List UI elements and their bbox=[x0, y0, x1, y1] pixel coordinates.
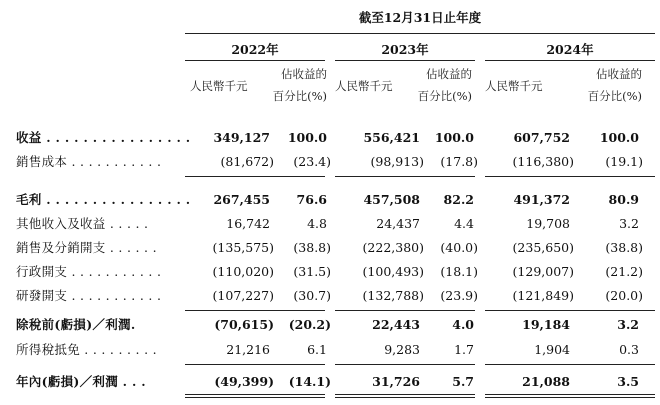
cell-tax-credit-2022-rmb: 21,216 bbox=[226, 342, 270, 357]
final-double-rule-a-2024 bbox=[485, 394, 655, 395]
cell-selling-expenses-2023-rmb: (222,380) bbox=[362, 240, 424, 255]
cell-other-income-2024-pct: 3.2 bbox=[619, 216, 639, 231]
row-label-admin-expenses: 行政開支 . . . . . . . . . . . bbox=[16, 264, 162, 279]
net-rule-2022 bbox=[185, 364, 325, 365]
cell-net-profit-2024-rmb: 21,088 bbox=[522, 374, 570, 389]
cell-net-profit-2023-rmb: 31,726 bbox=[372, 374, 420, 389]
cell-rnd-expenses-2023-pct: (23.9) bbox=[440, 288, 478, 303]
cell-pretax-2024-pct: 3.2 bbox=[617, 317, 639, 332]
cell-rnd-expenses-2024-rmb: (121,849) bbox=[512, 288, 574, 303]
col-pct-line1-2024: 佔收益的 bbox=[596, 67, 642, 81]
cell-rnd-expenses-2022-pct: (30.7) bbox=[293, 288, 331, 303]
year-rule-2024 bbox=[485, 60, 655, 61]
cell-admin-expenses-2023-pct: (18.1) bbox=[440, 264, 478, 279]
cell-net-profit-2022-rmb: (49,399) bbox=[214, 374, 274, 389]
cell-revenue-2024-pct: 100.0 bbox=[599, 130, 639, 145]
year-2022: 2022年 bbox=[231, 42, 279, 57]
col-pct-line2-2022: 百分比(%) bbox=[272, 89, 327, 103]
final-double-rule-b-2023 bbox=[335, 397, 475, 398]
cell-cost-of-sales-2023-rmb: (98,913) bbox=[370, 154, 424, 169]
cell-gross-profit-2023-rmb: 457,508 bbox=[363, 192, 420, 207]
col-pct-line1-2023: 佔收益的 bbox=[426, 67, 472, 81]
row-label-tax-credit: 所得稅抵免 . . . . . . . . . bbox=[16, 342, 157, 357]
cell-pretax-2022-rmb: (70,615) bbox=[214, 317, 274, 332]
pretax-rule-2023 bbox=[335, 310, 475, 311]
cell-cost-of-sales-2024-pct: (19.1) bbox=[605, 154, 643, 169]
pretax-rule-2022 bbox=[185, 310, 325, 311]
cell-admin-expenses-2024-pct: (21.2) bbox=[605, 264, 643, 279]
cell-cost-of-sales-2023-pct: (17.8) bbox=[440, 154, 478, 169]
col-rmb-2023: 人民幣千元 bbox=[335, 79, 393, 93]
cell-pretax-2024-rmb: 19,184 bbox=[522, 317, 570, 332]
cell-tax-credit-2023-rmb: 9,283 bbox=[384, 342, 420, 357]
subtotal-rule-2023 bbox=[335, 176, 475, 177]
cell-pretax-2023-pct: 4.0 bbox=[452, 317, 474, 332]
cell-selling-expenses-2024-pct: (38.8) bbox=[605, 240, 643, 255]
cell-selling-expenses-2023-pct: (40.0) bbox=[440, 240, 478, 255]
cell-admin-expenses-2022-rmb: (110,020) bbox=[212, 264, 274, 279]
year-rule-2023 bbox=[335, 60, 475, 61]
cell-selling-expenses-2024-rmb: (235,650) bbox=[512, 240, 574, 255]
cell-gross-profit-2024-pct: 80.9 bbox=[608, 192, 639, 207]
cell-other-income-2022-rmb: 16,742 bbox=[226, 216, 270, 231]
row-label-selling-expenses: 銷售及分銷開支 . . . . . . bbox=[16, 240, 157, 255]
cell-revenue-2022-rmb: 349,127 bbox=[213, 130, 270, 145]
subtotal-rule-2022 bbox=[185, 176, 325, 177]
pretax-rule-2024 bbox=[485, 310, 655, 311]
year-2024: 2024年 bbox=[546, 42, 594, 57]
cell-net-profit-2024-pct: 3.5 bbox=[617, 374, 639, 389]
row-label-revenue: 收益 . . . . . . . . . . . . . . . . bbox=[16, 130, 191, 145]
cell-net-profit-2023-pct: 5.7 bbox=[452, 374, 474, 389]
cell-cost-of-sales-2024-rmb: (116,380) bbox=[512, 154, 574, 169]
year-2023: 2023年 bbox=[381, 42, 429, 57]
cell-gross-profit-2022-pct: 76.6 bbox=[296, 192, 327, 207]
cell-admin-expenses-2024-rmb: (129,007) bbox=[512, 264, 574, 279]
cell-selling-expenses-2022-rmb: (135,575) bbox=[212, 240, 274, 255]
col-pct-line1-2022: 佔收益的 bbox=[281, 67, 327, 81]
cell-admin-expenses-2023-rmb: (100,493) bbox=[362, 264, 424, 279]
cell-tax-credit-2024-pct: 0.3 bbox=[619, 342, 639, 357]
cell-other-income-2023-pct: 4.4 bbox=[454, 216, 474, 231]
cell-other-income-2023-rmb: 24,437 bbox=[376, 216, 420, 231]
row-label-cost-of-sales: 銷售成本 . . . . . . . . . . . bbox=[16, 154, 162, 169]
cell-tax-credit-2023-pct: 1.7 bbox=[454, 342, 474, 357]
cell-revenue-2023-pct: 100.0 bbox=[434, 130, 474, 145]
row-label-rnd-expenses: 研發開支 . . . . . . . . . . . bbox=[16, 288, 162, 303]
row-label-gross-profit: 毛利 . . . . . . . . . . . . . . . . bbox=[16, 192, 191, 207]
row-label-net-profit: 年內(虧損)／利潤 . . . bbox=[16, 374, 146, 389]
cell-rnd-expenses-2023-rmb: (132,788) bbox=[362, 288, 424, 303]
final-double-rule-a-2022 bbox=[185, 394, 325, 395]
row-label-other-income: 其他收入及收益 . . . . . bbox=[16, 216, 149, 231]
cell-cost-of-sales-2022-rmb: (81,672) bbox=[220, 154, 274, 169]
cell-admin-expenses-2022-pct: (31.5) bbox=[293, 264, 331, 279]
cell-gross-profit-2024-rmb: 491,372 bbox=[513, 192, 570, 207]
cell-pretax-2022-pct: (20.2) bbox=[288, 317, 331, 332]
cell-cost-of-sales-2022-pct: (23.4) bbox=[293, 154, 331, 169]
cell-revenue-2022-pct: 100.0 bbox=[287, 130, 327, 145]
cell-gross-profit-2023-pct: 82.2 bbox=[443, 192, 474, 207]
row-label-pretax: 除稅前(虧損)／利潤. bbox=[16, 317, 136, 332]
cell-other-income-2024-rmb: 19,708 bbox=[526, 216, 570, 231]
table-header-title: 截至12月31日止年度 bbox=[358, 10, 482, 25]
cell-revenue-2023-rmb: 556,421 bbox=[363, 130, 420, 145]
net-rule-2024 bbox=[485, 364, 655, 365]
cell-gross-profit-2022-rmb: 267,455 bbox=[213, 192, 270, 207]
cell-other-income-2022-pct: 4.8 bbox=[307, 216, 327, 231]
net-rule-2023 bbox=[335, 364, 475, 365]
subtotal-rule-2024 bbox=[485, 176, 655, 177]
final-double-rule-b-2022 bbox=[185, 397, 325, 398]
col-pct-line2-2024: 百分比(%) bbox=[587, 89, 642, 103]
cell-selling-expenses-2022-pct: (38.8) bbox=[293, 240, 331, 255]
col-rmb-2022: 人民幣千元 bbox=[190, 79, 248, 93]
cell-revenue-2024-rmb: 607,752 bbox=[513, 130, 570, 145]
cell-tax-credit-2022-pct: 6.1 bbox=[307, 342, 327, 357]
header-rule bbox=[185, 33, 655, 34]
cell-pretax-2023-rmb: 22,443 bbox=[372, 317, 420, 332]
final-double-rule-b-2024 bbox=[485, 397, 655, 398]
cell-tax-credit-2024-rmb: 1,904 bbox=[534, 342, 570, 357]
col-rmb-2024: 人民幣千元 bbox=[485, 79, 543, 93]
cell-net-profit-2022-pct: (14.1) bbox=[288, 374, 331, 389]
cell-rnd-expenses-2022-rmb: (107,227) bbox=[212, 288, 274, 303]
year-rule-2022 bbox=[185, 60, 325, 61]
final-double-rule-a-2023 bbox=[335, 394, 475, 395]
col-pct-line2-2023: 百分比(%) bbox=[417, 89, 472, 103]
cell-rnd-expenses-2024-pct: (20.0) bbox=[605, 288, 643, 303]
